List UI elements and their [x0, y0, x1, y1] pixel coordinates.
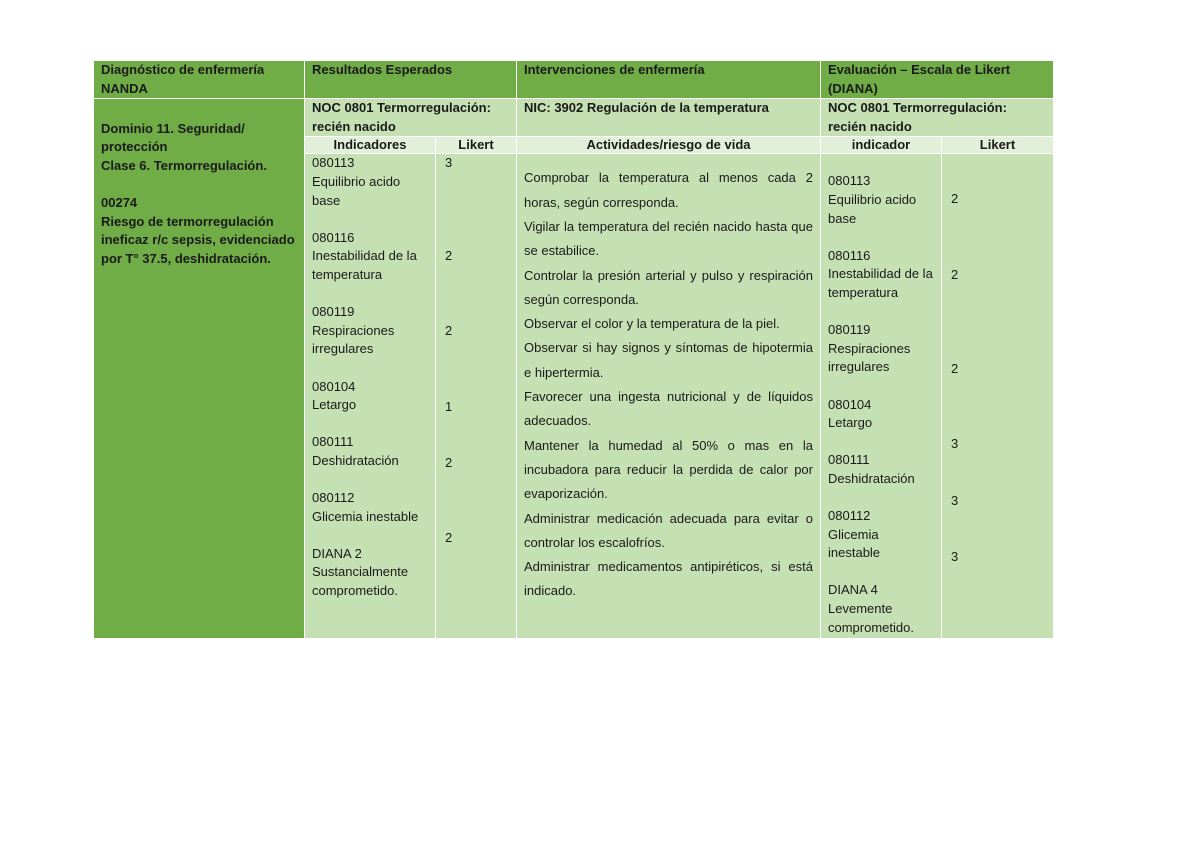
diagnosis-code: 00274 [101, 195, 138, 211]
diagnosis-domain: Dominio 11. Seguridad/ protección [101, 120, 245, 155]
header-expected-results: Resultados Esperados [305, 61, 517, 99]
activity-item: Comprobar la temperatura al menos cada 2 horas, según corresponda. [524, 170, 813, 210]
activity-item: Administrar medicación adecuada para evitar o controlar los escalofríos. [524, 510, 813, 550]
evaluation-likert-value: 3 [951, 436, 959, 452]
expected-indicator: 080104 Letargo [312, 378, 357, 413]
diagnosis-cell [94, 99, 305, 639]
expected-likert-value: 3 [445, 155, 453, 171]
noc-eval-title: NOC 0801 Termorregulación: recién nacido [821, 99, 1054, 137]
evaluation-likert-value: 2 [951, 361, 959, 377]
expected-likert-value: 2 [445, 530, 453, 546]
evaluation-indicators-cell [821, 154, 942, 639]
evaluation-likert-value: 3 [951, 549, 959, 565]
diagnosis-statement: Riesgo de termorregulación ineficaz r/c sepsis, evidenciado por T° 37.5, deshidratación. [101, 213, 295, 266]
evaluation-likert-value: 2 [951, 267, 959, 283]
expected-likert-value: 2 [445, 248, 453, 264]
care-plan-table [93, 60, 1054, 639]
evaluation-indicator: 080111 Deshidratación [828, 452, 915, 486]
header-interventions: Intervenciones de enfermería [517, 61, 821, 99]
evaluation-diana: DIANA 4 Levemente comprometido. [828, 582, 914, 635]
expected-indicators-cell [305, 154, 436, 639]
expected-indicator: 080116 Inestabilidad de la temperatura [312, 229, 417, 282]
header-evaluation: Evaluación – Escala de Likert (DIANA) [821, 61, 1054, 99]
activity-item: Controlar la presión arterial y pulso y respiración según corresponda. [524, 267, 813, 307]
col-indicador: indicador [821, 137, 942, 154]
evaluation-indicator: 080116 Inestabilidad de la temperatura [828, 247, 933, 300]
activities-cell [517, 154, 821, 639]
col-likert: Likert [436, 137, 517, 154]
evaluation-indicator: 080119 Respiraciones irregulares [828, 322, 911, 375]
activity-item: Observar si hay signos y síntomas de hipotermia e hipertermia. [524, 340, 813, 380]
activity-item: Administrar medicamentos antipiréticos, si está indicado. [524, 559, 813, 599]
expected-indicator: 080113 Equilibrio acido base [312, 155, 401, 208]
evaluation-indicator: 080112 Glicemia inestable [828, 508, 881, 561]
activity-item: Favorecer una ingesta nutricional y de líquidos adecuados. [524, 389, 813, 429]
evaluation-likert-value: 2 [951, 191, 959, 207]
activity-item: Vigilar la temperatura del recién nacido hasta que se estabilice. [524, 218, 813, 259]
evaluation-indicator: 080113 Equilibrio acido base [828, 173, 917, 226]
expected-likert-value: 1 [445, 399, 453, 415]
header-row [94, 61, 1054, 99]
expected-indicator: 080119 Respiraciones irregulares [312, 304, 395, 357]
subheader-row [94, 99, 1054, 137]
expected-indicator: 080112 Glicemia inestable [312, 490, 419, 524]
evaluation-likert-value: 3 [951, 493, 959, 509]
expected-indicator: 080111 Deshidratación [312, 434, 399, 468]
col-likert-eval: Likert [942, 137, 1054, 154]
nic-title: NIC: 3902 Regulación de la temperatura [517, 99, 821, 137]
noc-result-title: NOC 0801 Termorregulación: recién nacido [305, 99, 517, 137]
col-indicadores: Indicadores [305, 137, 436, 154]
expected-likert-cell [436, 154, 517, 639]
expected-likert-value: 2 [445, 323, 453, 339]
diagnosis-class: Clase 6. Termorregulación. [101, 157, 267, 173]
expected-diana: DIANA 2 Sustancialmente comprometido. [312, 545, 409, 599]
col-actividades: Actividades/riesgo de vida [517, 137, 821, 154]
evaluation-likert-cell [942, 154, 1054, 639]
activity-item: Observar el color y la temperatura de la piel. [524, 316, 780, 332]
expected-likert-value: 2 [445, 455, 453, 471]
activity-item: Mantener la humedad al 50% o mas en la incubadora para reducir la perdida de calor por evaporización. [524, 437, 813, 502]
header-diagnosis: Diagnóstico de enfermería NANDA [94, 61, 305, 99]
evaluation-indicator: 080104 Letargo [828, 396, 873, 431]
